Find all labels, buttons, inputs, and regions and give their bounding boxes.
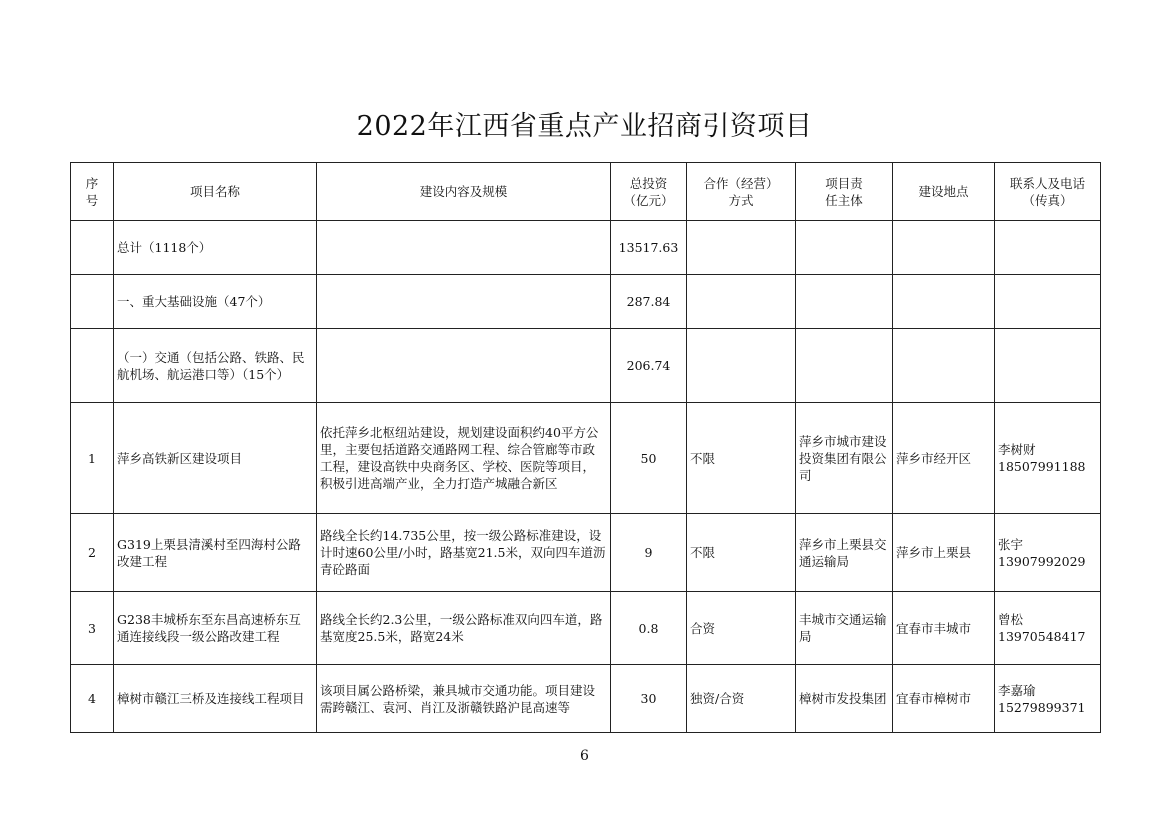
project-entity: 樟树市发投集团 (796, 665, 893, 733)
header-investment: 总投资 （亿元） (611, 163, 687, 221)
summary-row-total (71, 221, 1101, 275)
project-num: 3 (71, 592, 114, 665)
project-entity: 萍乡市上栗县交通运输局 (796, 514, 893, 592)
contact-phone: 13907992029 (998, 553, 1086, 569)
summary-label: 总计（1118个） (114, 221, 317, 275)
project-contact (995, 403, 1101, 514)
project-name: 樟树市赣江三桥及连接线工程项目 (114, 665, 317, 733)
project-investment: 0.8 (611, 592, 687, 665)
project-investment: 9 (611, 514, 687, 592)
table-row (71, 514, 1101, 592)
project-content: 依托萍乡北枢纽站建设，规划建设面积约40平方公里，主要包括道路交通路网工程、综合管廊等市政工程，建设高铁中央商务区、学校、医院等项目，积极引进高端产业，全力打造产城融合新区 (317, 403, 611, 514)
header-cooperation: 合作（经营） 方式 (687, 163, 796, 221)
summary-row-infrastructure (71, 275, 1101, 329)
project-investment: 50 (611, 403, 687, 514)
project-num: 4 (71, 665, 114, 733)
table-row (71, 403, 1101, 514)
project-location: 萍乡市经开区 (893, 403, 995, 514)
project-cooperation: 不限 (687, 514, 796, 592)
project-content: 该项目属公路桥梁，兼具城市交通功能。项目建设需跨赣江、袁河、肖江及浙赣铁路沪昆高速等 (317, 665, 611, 733)
header-location: 建设地点 (893, 163, 995, 221)
contact-phone: 13970548417 (998, 629, 1086, 644)
contact-name: 李嘉瑜 (998, 682, 1036, 698)
summary-investment: 13517.63 (611, 221, 687, 275)
contact-phone: 18507991188 (998, 459, 1086, 474)
page-number: 6 (580, 748, 589, 764)
header-num: 序 号 (71, 163, 114, 221)
contact-name: 张宇 (998, 536, 1024, 552)
project-contact (995, 514, 1101, 592)
summary-investment: 287.84 (611, 275, 687, 329)
table-row (71, 665, 1101, 733)
projects-table (70, 162, 1101, 733)
document-title: 2022年江西省重点产业招商引资项目 (356, 111, 813, 142)
project-name: G238丰城桥东至东昌高速桥东互通连接线段一级公路改建工程 (114, 592, 317, 665)
table-row (71, 592, 1101, 665)
project-num: 1 (71, 403, 114, 514)
project-content: 路线全长约2.3公里，一级公路标准双向四车道，路基宽度25.5米，路宽24米 (317, 592, 611, 665)
contact-phone: 15279899371 (998, 699, 1086, 715)
summary-investment: 206.74 (611, 329, 687, 403)
project-location: 宜春市樟树市 (893, 665, 995, 733)
project-entity: 萍乡市城市建设投资集团有限公司 (796, 403, 893, 514)
contact-name: 李树财 (998, 442, 1036, 457)
summary-row-transport (71, 329, 1101, 403)
project-num: 2 (71, 514, 114, 592)
project-investment: 30 (611, 665, 687, 733)
project-entity: 丰城市交通运输局 (796, 592, 893, 665)
project-name: G319上栗县清溪村至四海村公路改建工程 (114, 514, 317, 592)
project-cooperation: 合资 (687, 592, 796, 665)
header-contact: 联系人及电话 （传真） (995, 163, 1101, 221)
header-name: 项目名称 (114, 163, 317, 221)
project-location: 宜春市丰城市 (893, 592, 995, 665)
header-content: 建设内容及规模 (317, 163, 611, 221)
project-cooperation: 不限 (687, 403, 796, 514)
project-contact (995, 665, 1101, 733)
summary-label: （一）交通（包括公路、铁路、民航机场、航运港口等）（15个） (114, 329, 317, 403)
summary-label: 一、重大基础设施（47个） (114, 275, 317, 329)
project-contact (995, 592, 1101, 665)
table-header-row (71, 163, 1101, 221)
project-cooperation: 独资/合资 (687, 665, 796, 733)
header-entity: 项目责 任主体 (796, 163, 893, 221)
contact-name: 曾松 (998, 612, 1024, 627)
project-location: 萍乡市上栗县 (893, 514, 995, 592)
project-content: 路线全长约14.735公里，按一级公路标准建设，设计时速60公里/小时，路基宽21.5米，双向四车道沥青砼路面 (317, 514, 611, 592)
project-name: 萍乡高铁新区建设项目 (114, 403, 317, 514)
